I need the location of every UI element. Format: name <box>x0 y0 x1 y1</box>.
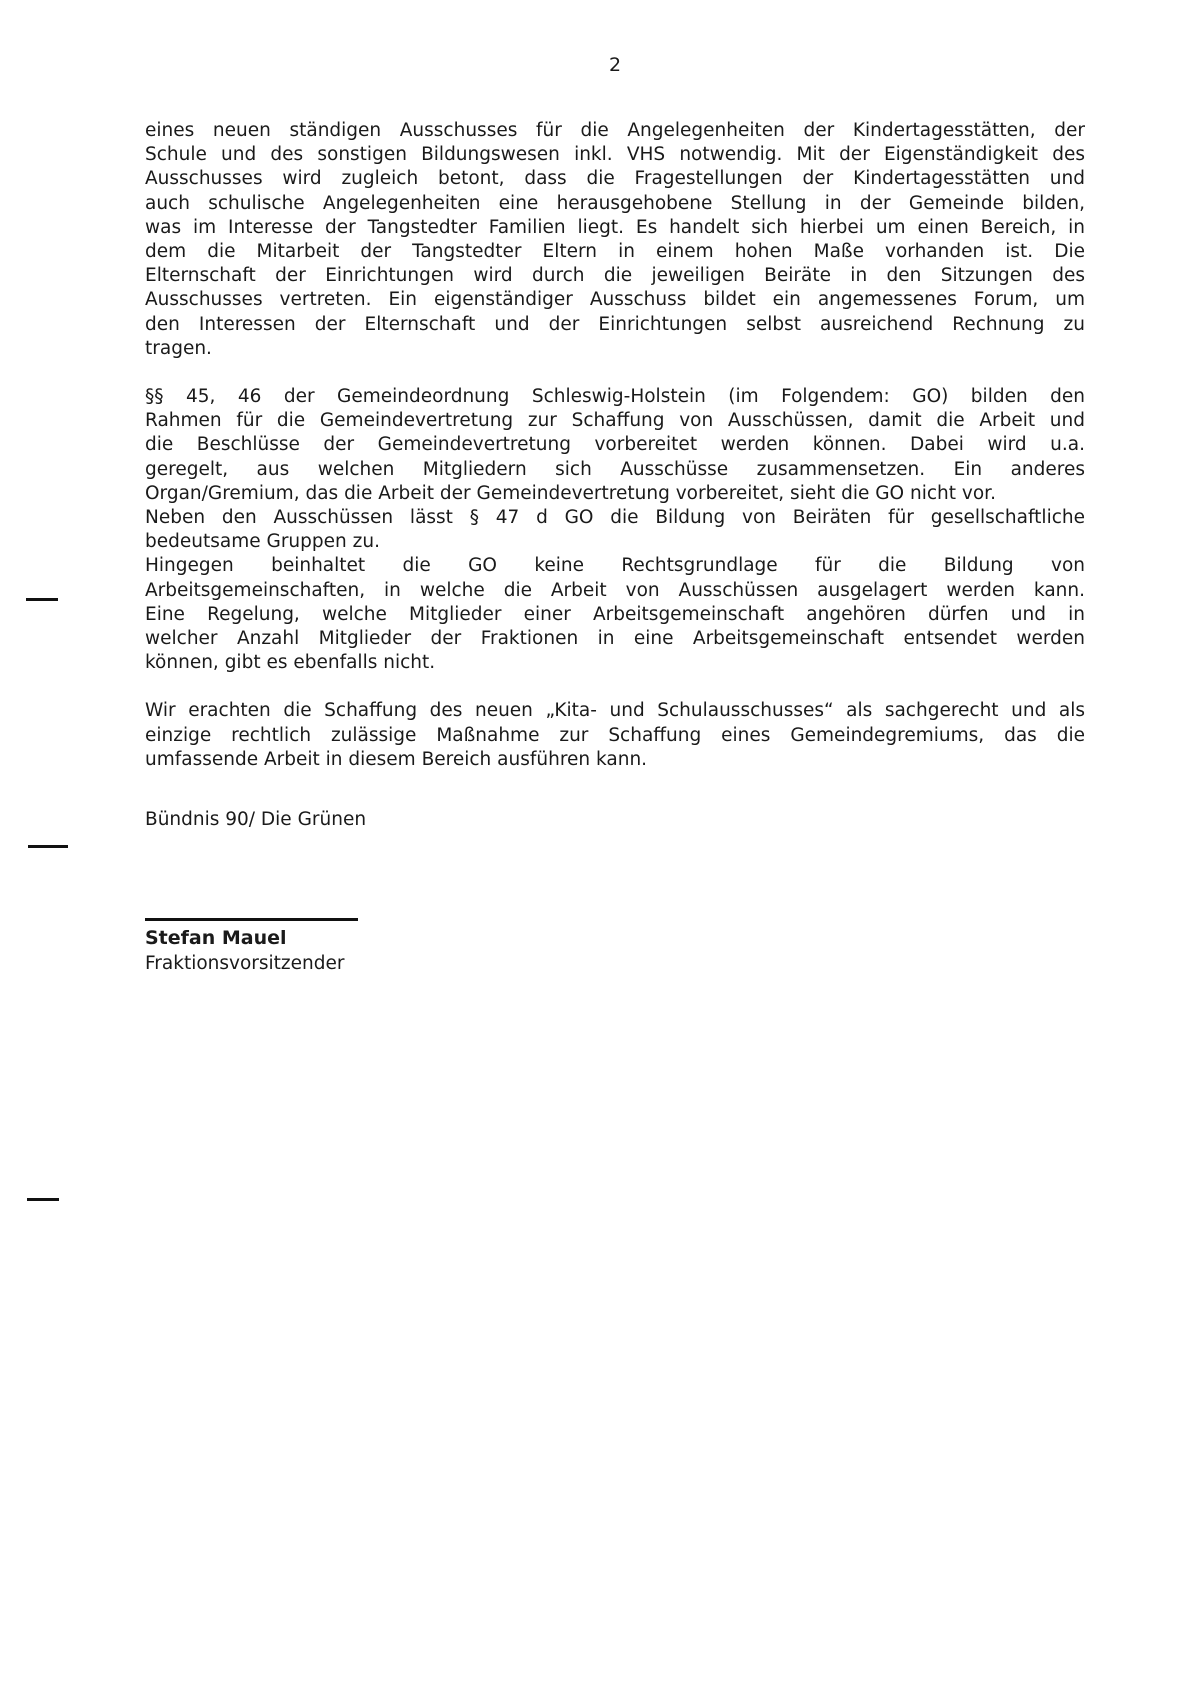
punch-hole-mark <box>28 845 68 848</box>
signature-role: Fraktionsvorsitzender <box>145 953 345 975</box>
text-line: den Interessen der Elternschaft und der Einrichtungen selbst ausreichend Rechnung zu <box>145 313 1085 335</box>
text-line: §§ 45, 46 der Gemeindeordnung Schleswig-Holstein (im Folgendem: GO) bilden den <box>145 386 1085 408</box>
paragraph-partei <box>145 808 1085 832</box>
text-line: einzige rechtlich zulässige Maßnahme zur Schaffung eines Gemeindegremiums, das die <box>145 724 1085 746</box>
paragraph-kita-ausschuss <box>145 119 1085 361</box>
paragraph-gemeindeordnung <box>145 385 1085 675</box>
text-line: Ausschusses wird zugleich betont, dass die Fragestellungen der Kindertagesstätten und <box>145 168 1085 190</box>
text-line: Elternschaft der Einrichtungen wird durch die jeweiligen Beiräte in den Sitzungen des <box>145 265 1085 287</box>
signature-block <box>145 918 1085 976</box>
text-line: die Beschlüsse der Gemeindevertretung vorbereitet werden können. Dabei wird u.a. <box>145 434 1085 456</box>
text-line: Eine Regelung, welche Mitglieder einer Arbeitsgemeinschaft angehören dürfen und in <box>145 603 1085 625</box>
text-line: was im Interesse der Tangstedter Familien liegt. Es handelt sich hierbei um einen Bereich, in <box>145 216 1085 238</box>
text-line: dem die Mitarbeit der Tangstedter Eltern in einem hohen Maße vorhanden ist. Die <box>145 241 1085 263</box>
signature-name: Stefan Mauel <box>145 927 287 950</box>
fold-mark-top <box>26 598 58 601</box>
letter-body <box>145 119 1085 976</box>
text-line: eines neuen ständigen Ausschusses für die Angelegenheiten der Kindertagesstätten, der <box>145 120 1085 141</box>
text-line: auch schulische Angelegenheiten eine herausgehobene Stellung in der Gemeinde bilden, <box>145 192 1085 214</box>
text-line: welcher Anzahl Mitglieder der Fraktionen in eine Arbeitsgemeinschaft entsendet werden <box>145 628 1085 650</box>
text-line: Arbeitsgemeinschaften, in welche die Arbeit von Ausschüssen ausgelagert werden kann. <box>145 579 1085 601</box>
signature-rule <box>145 918 358 921</box>
text-line: Schule und des sonstigen Bildungswesen inkl. VHS notwendig. Mit der Eigenständigkeit des <box>145 144 1085 166</box>
text-line: Organ/Gremium, das die Arbeit der Gemeindevertretung vorbereitet, sieht die GO nicht vor. <box>145 482 996 504</box>
fold-mark-bottom <box>27 1198 59 1201</box>
text-line: bedeutsame Gruppen zu. <box>145 531 380 553</box>
text-line: Ausschusses vertreten. Ein eigenständiger Ausschuss bildet ein angemessenes Forum, um <box>145 289 1085 311</box>
page-number: 2 <box>608 54 622 76</box>
paragraphs <box>145 119 1085 832</box>
text-line: können, gibt es ebenfalls nicht. <box>145 652 436 674</box>
text-line: geregelt, aus welchen Mitgliedern sich Ausschüsse zusammensetzen. Ein anderes <box>145 458 1085 480</box>
text-line: Wir erachten die Schaffung des neuen „Kita- und Schulausschusses“ als sachgerecht und als <box>145 700 1085 722</box>
text-line: umfassende Arbeit in diesem Bereich ausführen kann. <box>145 748 648 770</box>
text-line: Rahmen für die Gemeindevertretung zur Schaffung von Ausschüssen, damit die Arbeit und <box>145 410 1085 432</box>
paragraph-fazit <box>145 699 1085 772</box>
text-line: tragen. <box>145 337 212 359</box>
text-line: Hingegen beinhaltet die GO keine Rechtsgrundlage für die Bildung von <box>145 555 1085 577</box>
text-line: Neben den Ausschüssen lässt § 47 d GO die Bildung von Beiräten für gesellschaftliche <box>145 507 1085 529</box>
text-line: Bündnis 90/ Die Grünen <box>145 809 367 831</box>
